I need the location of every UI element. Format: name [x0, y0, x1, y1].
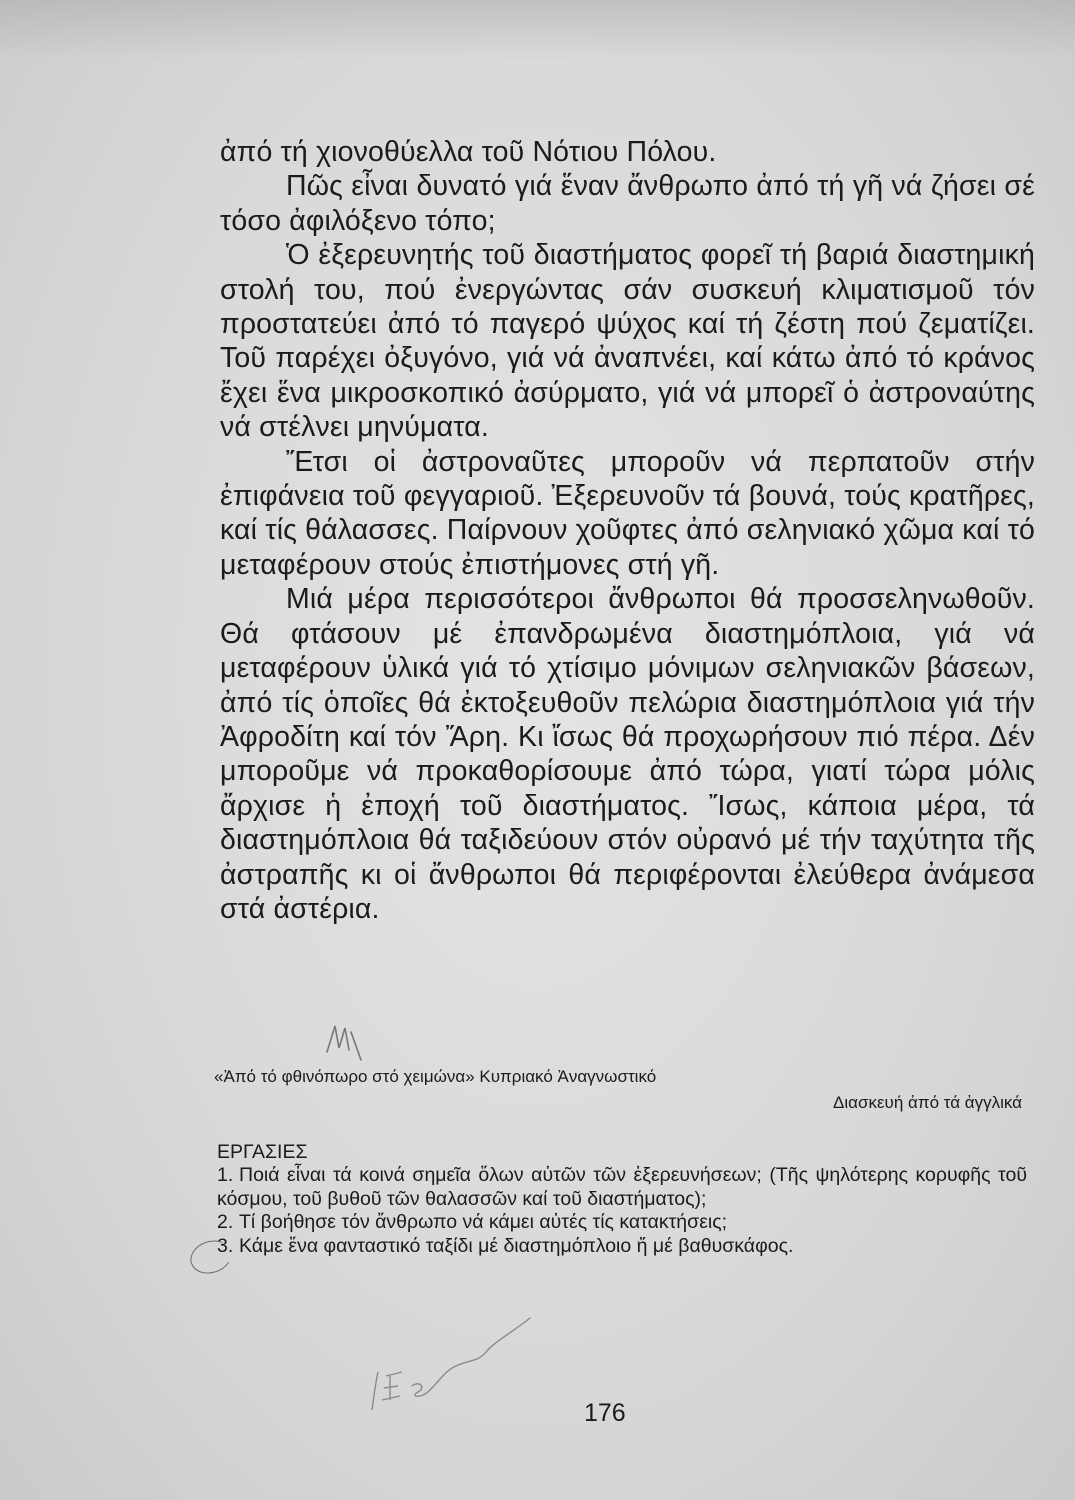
exercise-text: Ποιά εἶναι τά κοινά σημεῖα ὅλων αὐτῶν τῶν ἐξερευνήσεων; (Τῆς ψηλότερης κορυφῆς τοῦ κόσμου, τοῦ βυθοῦ τῶν θαλασσῶν καί τοῦ διαστήματος); [217, 1164, 1027, 1210]
exercise-item [217, 1211, 1027, 1234]
exercise-number: 1. [217, 1164, 234, 1187]
exercise-item [217, 1164, 1027, 1211]
exercise-item [217, 1235, 1027, 1258]
paragraph-2: Πῶς εἶναι δυνατό γιά ἕναν ἄνθρωπο ἀπό τή γῆ νά ζήσει σέ τόσο ἀφιλόξενο τόπο; [220, 170, 1035, 237]
exercise-number: 3. [217, 1234, 234, 1257]
exercise-number: 2. [217, 1211, 234, 1234]
source-citation: «Ἀπό τό φθινόπωρο στό χειμώνα» Κυπριακό Ἀναγνωστικό [214, 1067, 657, 1086]
paragraph-5: Μιά μέρα περισσότεροι ἄνθρωποι θά προσσεληνωθοῦν. Θά φτάσουν μέ ἐπανδρωμένα διαστημόπλοια, γιά νά μεταφέρουν ὑλικά γιά τό χτίσιμο μόνιμων σεληνιακῶν βάσεων, ἀπό τίς ὁποῖες θά ἐκτοξευθοῦν πελώρια διαστημόπλοια γιά τήν Ἀφροδίτη καί τόν Ἄρη. Κι ἴσως θά προχωρήσουν πιό πέρα. Δέν μποροῦμε νά προκαθορίσουμε ἀπό τώρα, γιατί τώρα μόλις ἄρχισε ἡ ἐποχή τοῦ διαστήματος. Ἴσως, κάποια μέρα, τά διαστημόπλοια θά ταξιδεύουν στόν οὐρανό μέ τήν ταχύτητα τῆς ἀστραπῆς κι οἱ ἄνθρωποι θά περιφέρονται ἐλεύθερα ἀνάμεσα στά ἀστέρια. [220, 583, 1035, 925]
exercises-list [217, 1164, 1027, 1258]
exercise-text: Κάμε ἕνα φανταστικό ταξίδι μέ διαστημόπλοιο ἤ μέ βαθυσκάφος. [239, 1234, 794, 1257]
exercises-heading: ΕΡΓΑΣΙΕΣ [217, 1141, 308, 1163]
page-edge-shadow [0, 0, 1075, 60]
exercise-text: Τί βοήθησε τόν ἄνθρωπο νά κάμει αὐτές τίς κατακτήσεις; [239, 1211, 728, 1234]
pencil-mark-icon [323, 1022, 363, 1064]
handwritten-note-icon [360, 1300, 560, 1420]
paragraph-1: ἀπό τή χιονοθύελλα τοῦ Νότιου Πόλου. [220, 136, 717, 168]
paragraph-4: Ἔτσι οἱ ἀστροναῦτες μποροῦν νά περπατοῦν στήν ἐπιφάνεια τοῦ φεγγαριοῦ. Ἐξερευνοῦν τά βουνά, τούς κρατῆρες, καί τίς θάλασσες. Παίρνουν χοῦφτες ἀπό σεληνιακό χῶμα καί τό μεταφέρουν στούς ἐπιστήμονες στή γῆ. [220, 445, 1035, 581]
page-number: 176 [584, 1399, 626, 1427]
paragraph-3: Ὁ ἐξερευνητής τοῦ διαστήματος φορεῖ τή βαριά διαστημική στολή του, πού ἐνεργώντας σάν συσκευή κλιματισμοῦ τόν προστατεύει ἀπό τό παγερό ψύχος καί τή ζέστη πού ζεματίζει. Τοῦ παρέχει ὀξυγόνο, γιά νά ἀναπνέει, καί κάτω ἀπό τό κράνος ἔχει ἕνα μικροσκοπικό ἀσύρματο, γιά νά μπορεῖ ὁ ἀστροναύτης νά στέλνει μηνύματα. [220, 239, 1035, 444]
exercises-section [217, 1141, 1027, 1258]
adaptation-note: Διασκευή ἀπό τά ἀγγλικά [833, 1093, 1022, 1112]
main-text [220, 135, 1035, 926]
